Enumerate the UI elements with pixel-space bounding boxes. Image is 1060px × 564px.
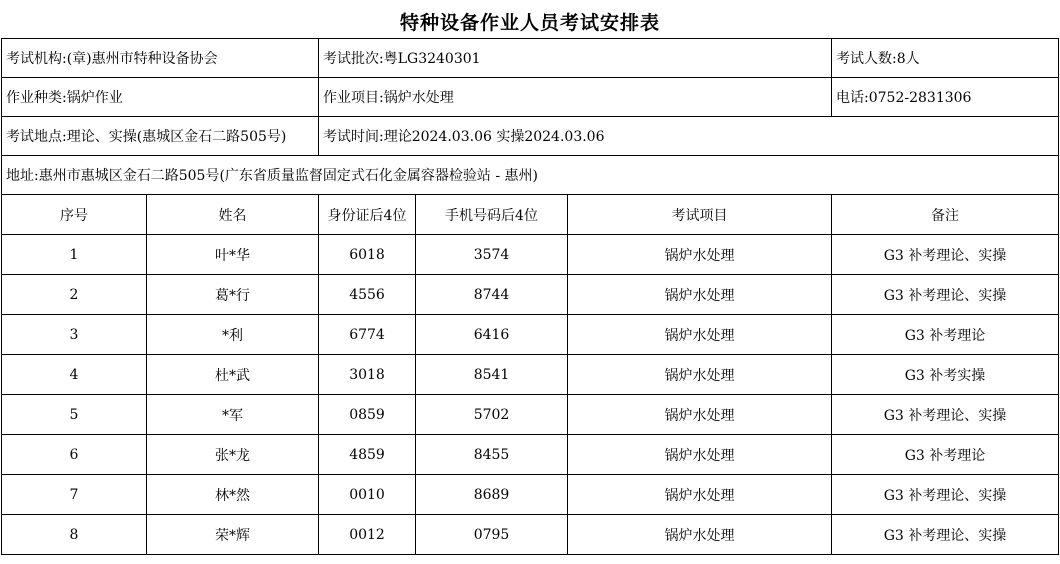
header-cell: 序号 [2,195,147,235]
id-last4-cell: 3018 [319,355,416,395]
exam-address: 地址:惠州市惠城区金石二路505号(广东省质量监督固定式石化金属容器检验站 - 惠州) [2,156,1059,195]
name-cell: *军 [147,395,319,435]
remark-cell: G3 补考理论、实操 [832,275,1059,315]
name-cell: 张*龙 [147,435,319,475]
info-row-1 [2,39,1059,78]
remark-cell: G3 补考实操 [832,355,1059,395]
name-cell: *利 [147,315,319,355]
phone-last4-cell: 3574 [416,235,568,275]
remark-cell: G3 补考理论 [832,315,1059,355]
info-row-3 [2,117,1059,156]
phone-last4-cell: 8541 [416,355,568,395]
name-cell: 林*然 [147,475,319,515]
remark-cell: G3 补考理论、实操 [832,515,1059,555]
exam-batch: 考试批次:粤LG3240301 [319,39,832,78]
exam-item-cell: 锅炉水处理 [568,475,832,515]
work-category: 作业种类:锅炉作业 [2,78,319,117]
id-last4-cell: 4859 [319,435,416,475]
phone-last4-cell: 8689 [416,475,568,515]
remark-cell: G3 补考理论 [832,435,1059,475]
id-last4-cell: 0012 [319,515,416,555]
info-row-2 [2,78,1059,117]
header-cell: 姓名 [147,195,319,235]
table-row [2,355,1059,395]
exam-item-cell: 锅炉水处理 [568,315,832,355]
seq-cell: 3 [2,315,147,355]
table-row [2,435,1059,475]
id-last4-cell: 6018 [319,235,416,275]
phone-last4-cell: 5702 [416,395,568,435]
exam-time: 考试时间:理论2024.03.06 实操2024.03.06 [319,117,1059,156]
exam-item-cell: 锅炉水处理 [568,515,832,555]
name-cell: 叶*华 [147,235,319,275]
seq-cell: 7 [2,475,147,515]
header-cell: 身份证后4位 [319,195,416,235]
exam-item-cell: 锅炉水处理 [568,275,832,315]
table-row [2,275,1059,315]
exam-org: 考试机构:(章)惠州市特种设备协会 [2,39,319,78]
header-cell: 备注 [832,195,1059,235]
id-last4-cell: 0859 [319,395,416,435]
table-header [2,195,1059,235]
remark-cell: G3 补考理论、实操 [832,235,1059,275]
seq-cell: 2 [2,275,147,315]
seq-cell: 4 [2,355,147,395]
table-row [2,475,1059,515]
exam-item-cell: 锅炉水处理 [568,355,832,395]
phone-last4-cell: 8455 [416,435,568,475]
exam-item-cell: 锅炉水处理 [568,395,832,435]
seq-cell: 8 [2,515,147,555]
exam-count: 考试人数:8人 [832,39,1059,78]
phone: 电话:0752-2831306 [832,78,1059,117]
id-last4-cell: 0010 [319,475,416,515]
exam-location: 考试地点:理论、实操(惠城区金石二路505号) [2,117,319,156]
exam-item-cell: 锅炉水处理 [568,435,832,475]
seq-cell: 1 [2,235,147,275]
phone-last4-cell: 6416 [416,315,568,355]
phone-last4-cell: 0795 [416,515,568,555]
table-row [2,315,1059,355]
phone-last4-cell: 8744 [416,275,568,315]
seq-cell: 5 [2,395,147,435]
work-item: 作业项目:锅炉水处理 [319,78,832,117]
remark-cell: G3 补考理论、实操 [832,395,1059,435]
name-cell: 葛*行 [147,275,319,315]
exam-schedule-table [1,38,1059,555]
exam-item-cell: 锅炉水处理 [568,235,832,275]
page-title: 特种设备作业人员考试安排表 [399,12,660,34]
table-row [2,515,1059,555]
info-row-4 [2,156,1059,195]
table-row [2,395,1059,435]
header-cell: 手机号码后4位 [416,195,568,235]
id-last4-cell: 4556 [319,275,416,315]
table-row [2,235,1059,275]
seq-cell: 6 [2,435,147,475]
remark-cell: G3 补考理论、实操 [832,475,1059,515]
header-cell: 考试项目 [568,195,832,235]
name-cell: 杜*武 [147,355,319,395]
id-last4-cell: 6774 [319,315,416,355]
name-cell: 荣*辉 [147,515,319,555]
